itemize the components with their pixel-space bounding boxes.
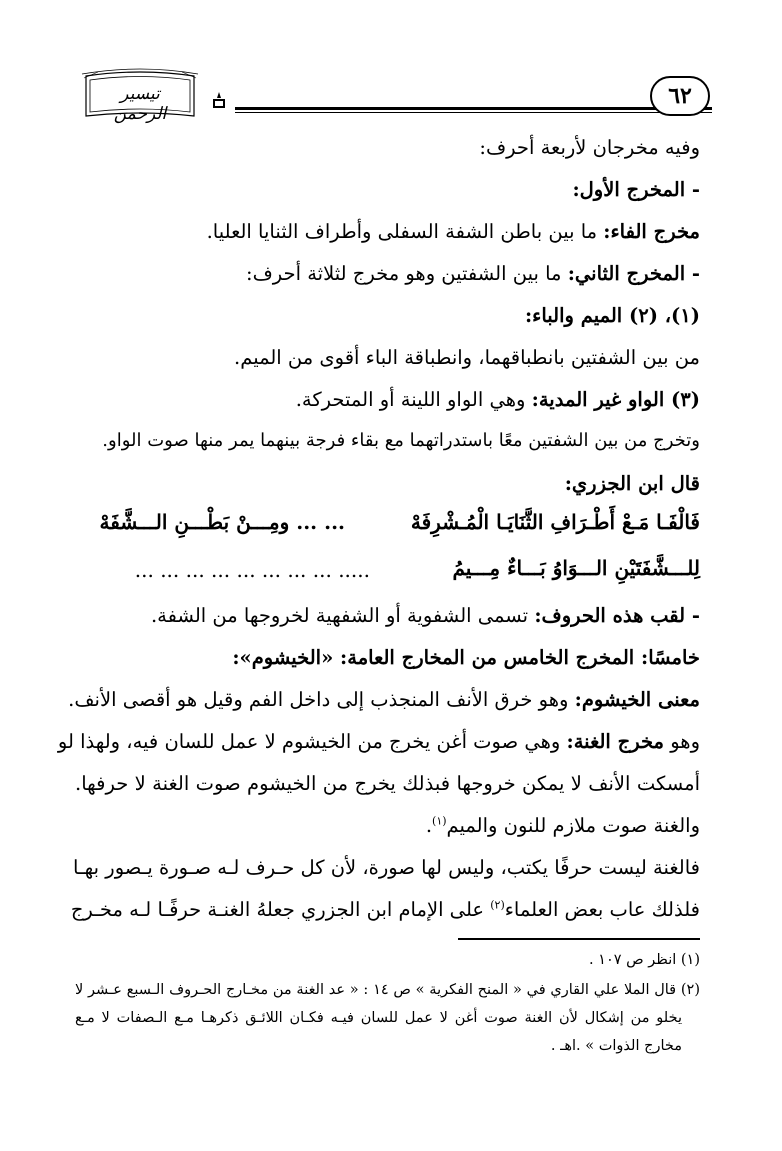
term: - المخرج الثاني: — [567, 262, 700, 285]
text-line — [68, 688, 700, 711]
term: معنى الخيشوم: — [574, 688, 700, 711]
text-line — [234, 346, 700, 369]
page-header — [70, 62, 710, 128]
text-line — [57, 730, 700, 753]
heading-meem-baa — [525, 304, 700, 327]
text-line — [296, 388, 700, 411]
term: - لقب هذه الحروف: — [534, 604, 700, 627]
term: مخرج الغنة: — [566, 730, 665, 753]
verse-1-right: فَالْفَـا مَـعْ أَطْـرَافِ الثَّنَايَـا الْمُـشْرِفَهْ — [410, 510, 700, 534]
quote-intro — [565, 472, 700, 495]
verse-1-left: ... ... ومِـــنْ بَطْـــنِ الـــشَّفَهْ — [99, 510, 345, 534]
text-span: - المخرج الأول: — [572, 178, 700, 201]
header-rule-thin — [235, 112, 712, 113]
text-span: على الإمام ابن الجزري جعلهُ الغنـة حرفًـا لـه مخـرج — [70, 898, 491, 921]
footnote-2: (٢) قال الملا علي القاري في « المنح الفكرية » ص ١٤ : « عد الغنة من مخـارج الحـروف الـسبع عـشر لا — [75, 982, 700, 998]
footnote-2-cont: يخلو من إشكال لأن الغنة صوت أغن لا عمل للسان فيـه فكـان اللائـق ذكرهـا مـع الـصفات لا مـع — [75, 1010, 682, 1026]
header-rule — [235, 107, 712, 110]
footnote-1: (١) انظر ص ١٠٧ . — [588, 952, 700, 968]
heading-fifth-exit — [232, 646, 700, 669]
text-line — [207, 220, 700, 243]
text-span: (١)، (٢) الميم والباء: — [524, 304, 700, 327]
text-span: ما بين الشفتين وهو مخرج لثلاثة أحرف: — [246, 262, 568, 285]
text-span: . — [425, 814, 433, 837]
text-span: وتخرج من بين الشفتين معًا باستدراتهما مع بقاء فرجة بينهما يمر منها صوت الواو. — [102, 430, 700, 451]
text-line — [75, 856, 700, 879]
text-span: ما بين باطن الشفة السفلى وأطراف الثنايا العليا. — [206, 220, 604, 243]
text-span: خامسًا: المخرج الخامس من المخارج العامة: «الخيشوم»: — [232, 646, 700, 669]
text-span: والغنة صوت ملازم للنون والميم — [446, 814, 700, 837]
text-span: وهو — [664, 730, 700, 753]
text-span: من بين الشفتين بانطباقهما، وانطباقة الباء أقوى من الميم. — [234, 346, 700, 369]
heading-first-exit — [572, 178, 700, 201]
text-line — [246, 262, 700, 285]
text-line — [70, 898, 700, 921]
book-title: تيسير الرحمن — [113, 84, 167, 124]
term: مخرج الفاء: — [603, 220, 700, 243]
term: (٣) الواو غير المدية: — [531, 388, 700, 411]
text-line — [426, 814, 700, 837]
text-span: قال ابن الجزري: — [564, 472, 700, 495]
text-span: فلذلك عاب بعض العلماء — [504, 898, 700, 921]
text-span: أمسكت الأنف لا يمكن خروجها فبذلك يخرج من الخيشوم صوت الغنة لا حرفها. — [75, 772, 700, 795]
text-span: وهي الواو اللينة أو المتحركة. — [295, 388, 532, 411]
text-line — [151, 604, 700, 627]
text-line — [102, 430, 700, 451]
text-span: فالغنة ليست حرفًا يكتب، وليس لها صورة، لأن كل حـرف لـه صـورة يـصور بهـا — [73, 856, 700, 879]
footnote-2-end: مخارج الذوات » .اهـ . — [550, 1038, 682, 1054]
page-number: ٦٢ — [650, 76, 710, 116]
text-span: تسمى الشفوية أو الشفهية لخروجها من الشفة. — [150, 604, 535, 627]
text-line — [75, 772, 700, 795]
text-span: وهي صوت أغن يخرج من الخيشوم لا عمل للسان فيه، ولهذا لو — [57, 730, 567, 753]
footnote-ref[interactable]: (٢) — [490, 898, 505, 912]
footnote-ref[interactable]: (١) — [432, 814, 447, 828]
text-span: وهو خرق الأنف المنجذب إلى داخل الفم وقيل هو أقصى الأنف. — [68, 688, 575, 711]
verse-2-right: لِلـــشَّفَتَيْنِ الـــوَاوُ بَـــاءٌ مِـــيمُ — [452, 556, 700, 580]
text-span: وفيه مخرجان لأربعة أحرف: — [479, 136, 700, 159]
text-line — [479, 136, 700, 159]
footnote-separator — [458, 938, 700, 940]
verse-2-left: ..... ... ... ... ... ... ... ... ... — [134, 558, 370, 582]
lamp-ornament-icon — [211, 92, 227, 110]
